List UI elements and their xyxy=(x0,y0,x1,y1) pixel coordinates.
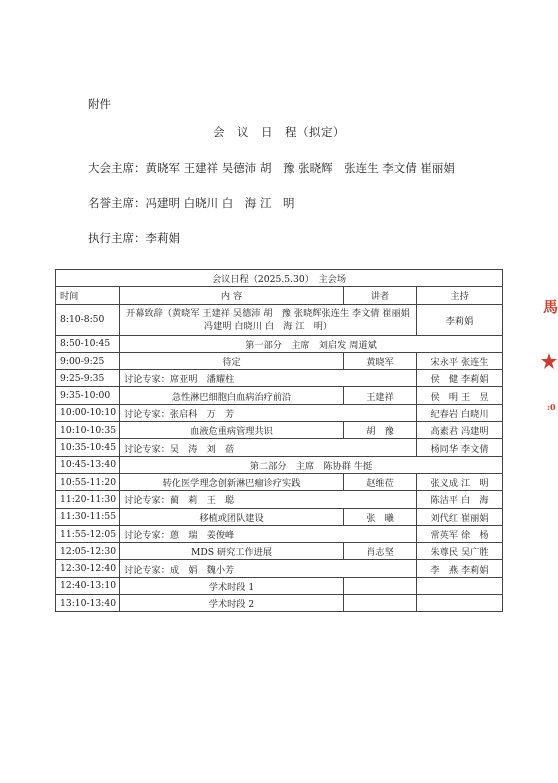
row-discussants: 讨论专家：张启科 万 芳 xyxy=(120,404,417,421)
chairs-label: 执行主席： xyxy=(88,231,146,245)
row-topic: 学术时段 1 xyxy=(120,577,344,594)
row-time: 9:25-9:35 xyxy=(56,370,120,387)
row-time: 12:40-13:10 xyxy=(56,577,120,594)
row-topic: 血液危重病管理共识 xyxy=(120,422,344,439)
table-row xyxy=(56,473,503,490)
table-header-row xyxy=(56,287,503,304)
table-caption: 会议日程（2025.5.30） 主会场 xyxy=(56,270,503,287)
table-row xyxy=(56,491,503,508)
row-time: 11:30-11:55 xyxy=(56,508,120,525)
seal-star-icon xyxy=(540,352,558,370)
chairs-names: 李莉娟 xyxy=(145,231,180,245)
row-time: 11:55-12:05 xyxy=(56,525,120,542)
table-row xyxy=(56,560,503,577)
table-row xyxy=(56,387,503,404)
table-row xyxy=(56,577,503,594)
document-title: 会 议 日 程（拟定） xyxy=(213,125,345,139)
row-speaker: 肖志坚 xyxy=(344,543,417,560)
row-time: 9:00-9:25 xyxy=(56,352,120,369)
row-time: 10:10-10:35 xyxy=(56,422,120,439)
chairs-names: 黄晓军 王建祥 吴德沛 胡 豫 张晓辉 张连生 李文倩 崔丽娟 xyxy=(145,161,455,175)
row-discussants: 讨论专家：吴 涛 刘 蓓 xyxy=(120,439,417,456)
row-topic: 学术时段 2 xyxy=(120,595,344,612)
executive-chair xyxy=(88,230,180,246)
header-host: 主持 xyxy=(417,287,503,304)
row-host: 李莉娟 xyxy=(417,304,503,335)
row-topic: 移植或团队建设 xyxy=(120,508,344,525)
header-time: 时间 xyxy=(56,287,120,304)
row-speaker: 黄晓军 xyxy=(344,352,417,369)
row-host: 刘代红 崔丽娟 xyxy=(417,508,503,525)
part-title: 第二部分 主席 陈协群 牛挺 xyxy=(120,456,503,473)
row-host: 纪春岩 白晓川 xyxy=(417,404,503,421)
row-content: 开幕致辞（黄晓军 王建祥 吴德沛 胡 豫 张晓辉张连生 李文倩 崔丽娟 冯建明 白晓川 白 海 江 明） xyxy=(120,304,417,335)
header-speaker: 讲者 xyxy=(344,287,417,304)
row-speaker: 张 曦 xyxy=(344,508,417,525)
row-host: 侯 明 王 昱 xyxy=(417,387,503,404)
seal-fragment: :0 xyxy=(547,402,556,412)
part2-header-row xyxy=(56,456,503,473)
row-discussants: 讨论专家：蒽 瑞 姜俊峰 xyxy=(120,525,417,542)
row-discussants: 讨论专家：成 娟 魏小芳 xyxy=(120,560,417,577)
row-speaker: 赵维莅 xyxy=(344,473,417,490)
row-time: 10:00-10:10 xyxy=(56,404,120,421)
row-time: 12:30-12:40 xyxy=(56,560,120,577)
row-speaker: 胡 豫 xyxy=(344,422,417,439)
row-host: 朱尊民 吴广胜 xyxy=(417,543,503,560)
table-row xyxy=(56,525,503,542)
row-time: 8:50-10:45 xyxy=(56,335,120,352)
row-host: 常英军 徐 杨 xyxy=(417,525,503,542)
table-row xyxy=(56,595,503,612)
chairs-names: 冯建明 白晓川 白 海 江 明 xyxy=(145,196,295,210)
row-topic: 急性淋巴细胞白血病治疗前沿 xyxy=(120,387,344,404)
part-title: 第一部分 主席 刘启发 周道斌 xyxy=(120,335,503,352)
conference-chairs xyxy=(88,160,455,176)
row-speaker xyxy=(344,595,417,612)
table-row xyxy=(56,439,503,456)
table-row xyxy=(56,543,503,560)
row-host xyxy=(417,595,503,612)
row-host: 宋永平 张连生 xyxy=(417,352,503,369)
row-time: 13:10-13:40 xyxy=(56,595,120,612)
row-host: 张义成 江 明 xyxy=(417,473,503,490)
row-speaker xyxy=(344,577,417,594)
table-row xyxy=(56,370,503,387)
chairs-label: 大会主席： xyxy=(88,161,146,175)
header-content: 内 容 xyxy=(120,287,344,304)
row-host: 杨同华 李文倩 xyxy=(417,439,503,456)
row-discussants: 讨论专家：蔺 莉 王 聪 xyxy=(120,491,417,508)
attachment-label: 附件 xyxy=(88,97,111,111)
opening-row xyxy=(56,304,503,335)
row-time: 10:45-13:40 xyxy=(56,456,120,473)
table-row xyxy=(56,352,503,369)
table-caption-row xyxy=(56,270,503,287)
row-time: 8:10-8:50 xyxy=(56,304,120,335)
honorary-chairs xyxy=(88,195,294,211)
row-topic: MDS 研究工作进展 xyxy=(120,543,344,560)
table-row xyxy=(56,422,503,439)
table-row xyxy=(56,508,503,525)
row-host: 侯 健 李莉娟 xyxy=(417,370,503,387)
row-topic: 转化医学理念创新淋巴瘤诊疗实践 xyxy=(120,473,344,490)
schedule-table xyxy=(55,269,503,612)
row-time: 11:20-11:30 xyxy=(56,491,120,508)
row-host: 高素君 冯建明 xyxy=(417,422,503,439)
row-host xyxy=(417,577,503,594)
row-time: 10:55-11:20 xyxy=(56,473,120,490)
row-discussants: 讨论专家：席亚明 潘耀柱 xyxy=(120,370,417,387)
part1-header-row xyxy=(56,335,503,352)
chairs-label: 名誉主席： xyxy=(88,196,146,210)
row-host: 陈洁平 白 海 xyxy=(417,491,503,508)
seal-fragment: 馬 xyxy=(543,298,558,316)
table-row xyxy=(56,404,503,421)
row-host: 李 燕 李莉娟 xyxy=(417,560,503,577)
row-time: 12:05-12:30 xyxy=(56,543,120,560)
row-time: 10:35-10:45 xyxy=(56,439,120,456)
row-time: 9:35-10:00 xyxy=(56,387,120,404)
row-topic: 待定 xyxy=(120,352,344,369)
row-speaker: 王建祥 xyxy=(344,387,417,404)
